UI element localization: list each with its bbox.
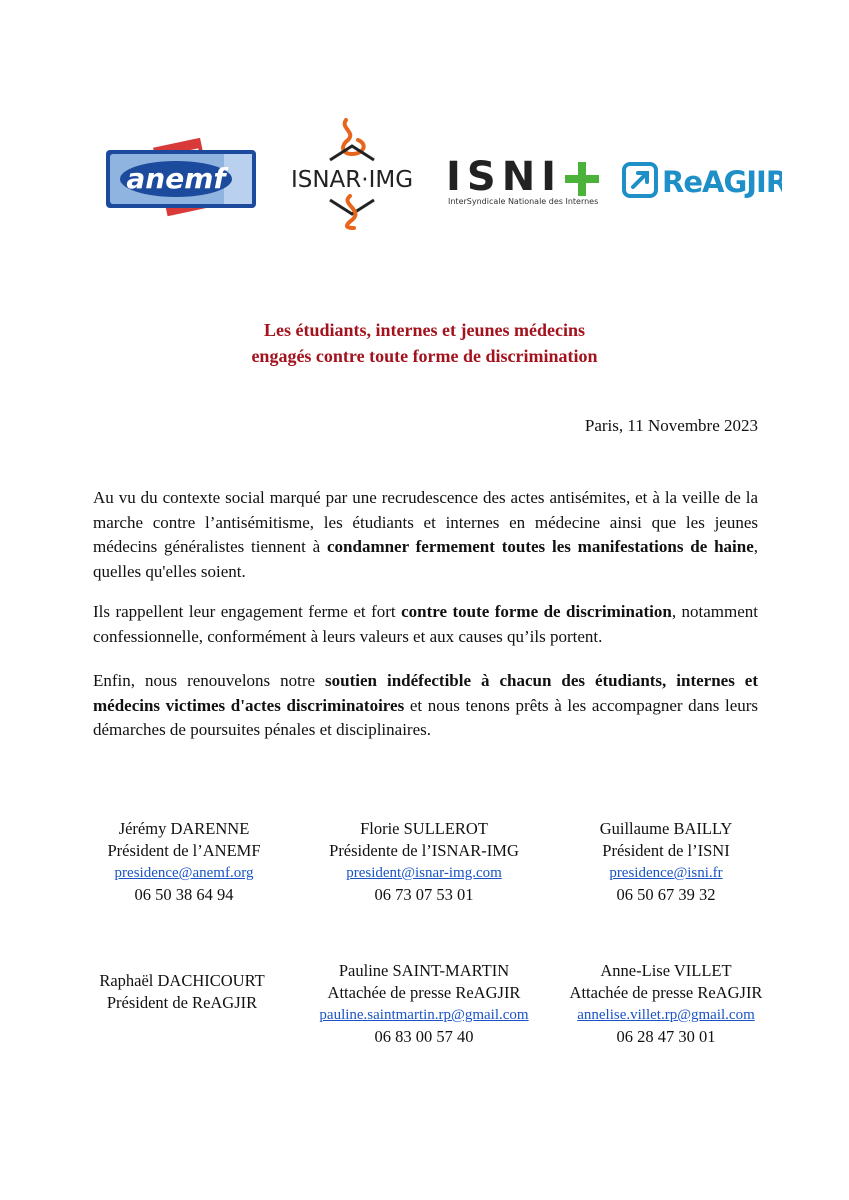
reagjir-logo [622,160,782,202]
paragraph-2-bold: contre toute forme de discrimination [401,602,672,621]
title-line-1: Les étudiants, internes et jeunes médecins [264,320,585,340]
signatory-name: Jérémy DARENNE [118,819,250,838]
paragraph-1-text-a: Au vu du contexte social marqué par une recrudescence des actes antisémites, et à la veille de la marche contre l’antisémitisme, les étudiants et internes en médecine ainsi que les jeunes médecins généralistes tiennent à [93,488,758,556]
anemf-logo [104,138,260,222]
signatory-role: Attachée de presse ReAGJIR [569,983,763,1002]
paragraph-3-bold: soutien indéfectible à chacun des étudiants, internes et médecins victimes d'actes discriminatoires [93,671,758,715]
signatory-phone: 06 73 07 53 01 [374,885,474,904]
signatory-phone: 06 50 67 39 32 [616,885,716,904]
signatory-block [536,818,796,906]
isni-logo [446,154,602,208]
signatory-block [54,818,314,906]
signatory-role: Président de l’ANEMF [107,841,261,860]
signatory-phone: 06 28 47 30 01 [616,1027,716,1046]
signatory-email-link[interactable]: presidence@isni.fr [609,865,723,881]
paragraph-3-text-a: Enfin, nous renouvelons notre [93,671,326,690]
signatory-name: Guillaume BAILLY [599,819,733,838]
isni-logo-text: ISNI [446,154,563,200]
reagjir-logo-text: ReAGJIR [662,165,782,199]
title-line-2: engagés contre toute forme de discrimination [251,346,598,366]
paragraph-2 [93,600,758,649]
signatory-block [294,960,554,1048]
paragraph-2-text-a: Ils rappellent leur engagement ferme et fort [93,602,402,621]
signatory-name: Anne-Lise VILLET [600,961,732,980]
isni-logo-subtitle: InterSyndicale Nationale des Internes [448,197,599,206]
paragraph-3 [93,669,758,743]
signatory-email-link[interactable]: pauline.saintmartin.rp@gmail.com [319,1007,529,1023]
signatory-role: Président de l’ISNI [602,841,730,860]
paragraph-1 [93,486,758,584]
document-title [0,317,849,369]
signatory-email-link[interactable]: president@isnar-img.com [346,865,502,881]
signatory-role: Président de ReAGJIR [106,993,258,1012]
signatory-block [52,970,312,1014]
signatory-name: Florie SULLEROT [360,819,488,838]
signatory-role: Présidente de l’ISNAR-IMG [329,841,519,860]
paragraph-2-text-c: , notamment confessionnelle, conformément à leurs valeurs et aux causes qu’ils portent. [93,602,759,646]
paragraph-3-text-c: et nous tenons prêts à les accompagner dans leurs démarches de poursuites pénales et disciplinaires. [93,695,759,739]
signatory-block [536,960,796,1048]
signatory-email-link[interactable]: presidence@anemf.org [114,865,254,881]
signatory-name: Raphaël DACHICOURT [99,971,265,990]
signatory-phone: 06 50 38 64 94 [134,885,234,904]
signatory-name: Pauline SAINT-MARTIN [338,961,510,980]
signatory-email-link[interactable]: annelise.villet.rp@gmail.com [577,1007,755,1023]
anemf-logo-text: anemf [126,162,226,195]
isnar-logo-text: ISNAR·IMG [290,167,414,193]
signatory-phone: 06 83 00 57 40 [374,1027,474,1046]
document-date: Paris, 11 Novembre 2023 [584,416,758,435]
signatory-block [294,818,554,906]
paragraph-1-bold: condamner fermement toutes les manifestations de haine [326,537,754,556]
paragraph-1-text-c: , quelles qu'elles soient. [93,537,758,581]
isnar-img-logo [284,116,420,230]
signatory-role: Attachée de presse ReAGJIR [327,983,521,1002]
